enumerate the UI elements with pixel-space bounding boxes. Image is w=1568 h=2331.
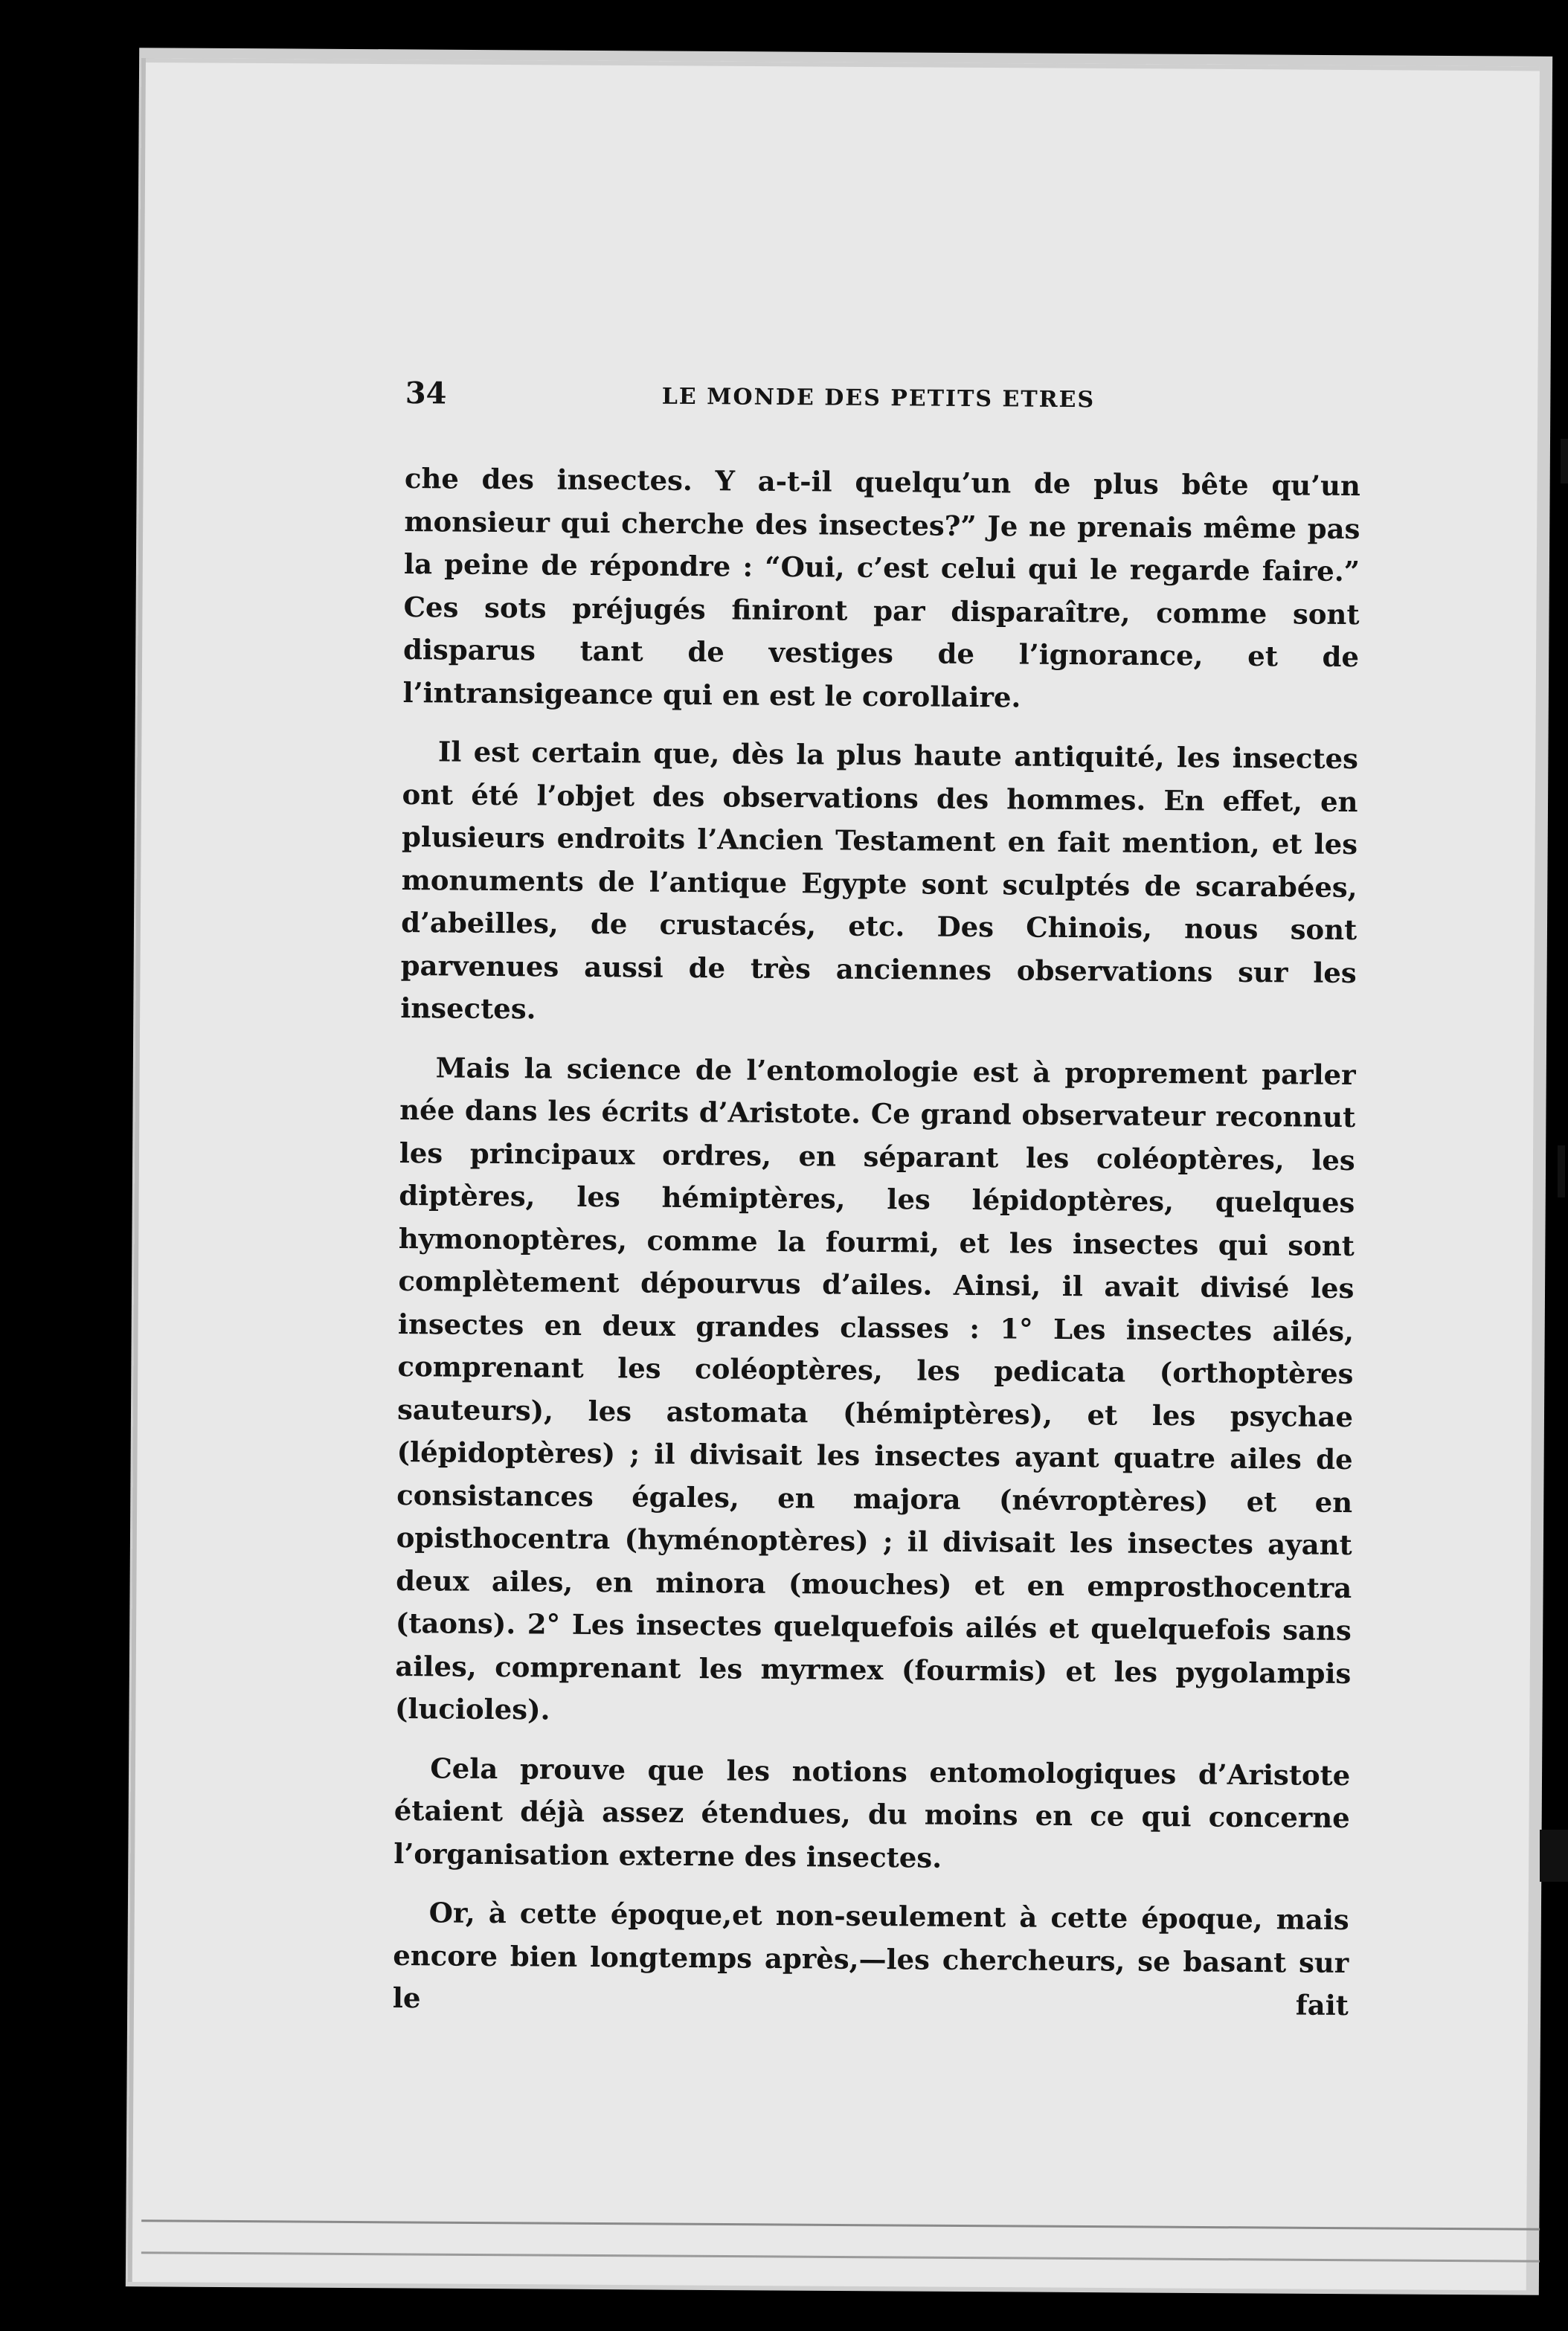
paragraph-1: che des insectes. Y a-t-il quelqu’un de plus bête qu’un monsieur qui cherche des insectes?” Je ne prenais même pas la peine de répondre : “Oui, c’est celui qui le regarde faire.” Ces sots préjugés finiront par disparaître, comme sont disparus tant de vestiges de l’ignorance, et de l’intransigeance qui en est le corollaire. [402, 461, 1361, 714]
running-title: LE MONDE DES PETITS ETRES [661, 383, 1096, 414]
binding-mark [1558, 1145, 1565, 1197]
paragraph-2: Il est certain que, dès la plus haute antiquité, les insectes ont été l’objet des observations des hommes. En effet, en plusieurs endroits l’Ancien Testament en fait mention, et les monuments de l’antique Egypte sont sculptés de scarabées, d’abeilles, de crustacés, etc. Des Chinois, nous sont parvenues aussi de très anciennes observations sur les insectes. [400, 735, 1359, 1026]
paragraph-4: Cela prouve que les notions entomologiques d’Aristote étaient déjà assez étendues, du moins en ce qui concerne l’organisation externe des insectes. [393, 1751, 1351, 1874]
paragraph-5: Or, à cette époque,et non-seulement à cette époque, mais encore bien longtemps après,—les chercheurs, se basant sur le fait [392, 1896, 1349, 2022]
binding-mark [1561, 439, 1568, 483]
paragraph-3: Mais la science de l’entomologie est à proprement parler née dans les écrits d’Aristote. Ce grand observateur reconnut les principaux ordres, en séparant les coléoptères, les diptères, les hémiptères, les lépidoptères, quelques hymonoptères, comme la fourmi, et les insectes qui sont complètement dépourvus d’ailes. Ainsi, il avait divisé les insectes en deux grandes classes : 1° Les insectes ailés, comprenant les coléoptères, les pedicata (orthoptères sauteurs), les astomata (hémiptères), et les psychae (lépidoptères) ; il divisait les insectes ayant quatre ailes de consistances égales, en majora (névroptères) et en opisthocentra (hyménoptères) ; il divisait les insectes ayant deux ailes, en minora (mouches) et en emprosthocentra (taons). 2° Les insectes quelquefois ailés et quelquefois sans ailes, comprenant les myrmex (fourmis) et les pygolampis (lucioles). [394, 1050, 1356, 1726]
binding-mark [1540, 1830, 1568, 1882]
page-number: 34 [405, 376, 447, 411]
page-text-block [392, 376, 1360, 2044]
running-head [405, 376, 1361, 428]
